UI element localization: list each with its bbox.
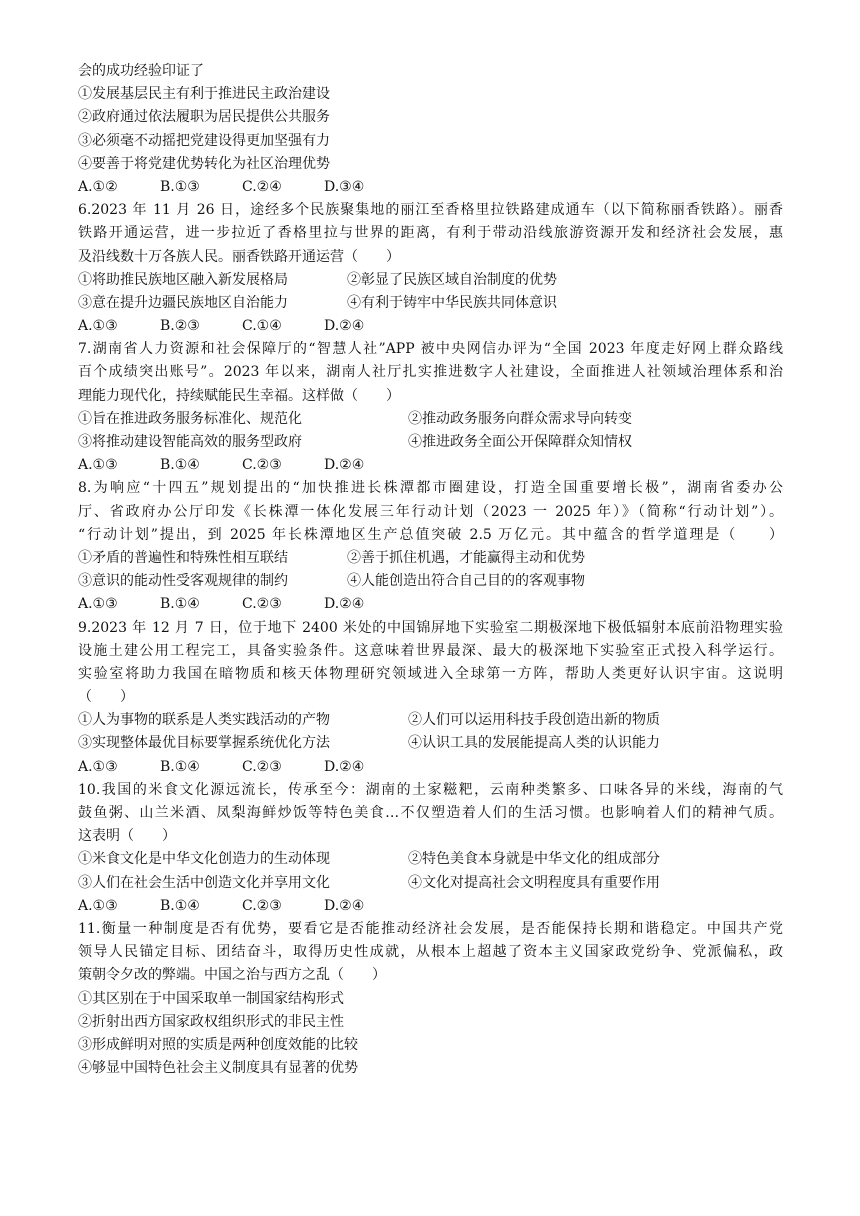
option-3: ③必须毫不动摇把党建设得更加坚强有力 — [78, 132, 330, 149]
question-stem-line: 9.2023 年 12 月 7 日，位于地下 2400 米处的中国锦屏地下实验室二期极深地下极低辐射本底前沿物理实验 — [78, 619, 783, 636]
answer-choices — [78, 593, 783, 616]
answer-a: A.①③ — [78, 318, 118, 335]
option-3: ③人们在社会生活中创造文化并享用文化 — [78, 874, 330, 891]
option-row — [78, 431, 783, 454]
question-stem-line: （ ） — [78, 689, 134, 706]
option-row — [78, 269, 783, 292]
option-4: ④有利于铸牢中华民族共同体意识 — [347, 294, 557, 311]
answer-c: C.②③ — [242, 596, 282, 613]
question-stem-line: 理能力现代化，持续赋能民生幸福。这样做（ ） — [78, 387, 400, 404]
option-2: ②政府通过依法履职为居民提供公共服务 — [78, 109, 330, 126]
answer-d: D.②④ — [324, 318, 365, 335]
answer-c: C.②③ — [242, 758, 282, 775]
option-row — [78, 408, 783, 431]
option-1: ①米食文化是中华文化创造力的生动体现 — [78, 851, 330, 868]
answer-d: D.②④ — [324, 596, 365, 613]
answer-b: B.①④ — [160, 596, 200, 613]
question-stem-line: 厅、省政府办公厅印发《长株潭一体化发展三年行动计划（2023 一 2025 年）》（简称“行动计划”）。 — [78, 503, 783, 520]
option-1: ①旨在推进政务服务标准化、规范化 — [78, 410, 302, 427]
option-3: ③形成鲜明对照的实质是两种创度效能的比较 — [78, 1036, 358, 1053]
option-row — [78, 872, 783, 895]
question-stem-line: 及沿线数十万各族人民。丽香铁路开通运营（ ） — [78, 248, 400, 265]
question-7 — [78, 338, 783, 477]
answer-b: B.②③ — [160, 318, 200, 335]
question-stem-line: 会的成功经验印证了 — [78, 63, 204, 79]
page-content — [78, 60, 783, 1080]
question-stem-line: “行动计划”提出，到 2025 年长株潭地区生产总值突破 2.5 万亿元。其中蕴含的哲学道理是（ ） — [78, 526, 783, 543]
option-4: ④够显中国特色社会主义制度具有显著的优势 — [78, 1060, 358, 1077]
option-2: ②折射出西方国家政权组织形式的非民主性 — [78, 1013, 344, 1030]
option-row — [78, 292, 783, 315]
answer-choices — [78, 315, 783, 338]
option-3: ③将推动建设智能高效的服务型政府 — [78, 434, 302, 450]
answer-choices — [78, 756, 783, 779]
option-row — [78, 848, 783, 871]
answer-b: B.①④ — [160, 457, 200, 474]
question-stem-line: 8.为响应“十四五”规划提出的“加快推进长株潭都市圈建设，打造全国重要增长极”，湖南省委办公 — [78, 480, 783, 497]
option-4: ④认识工具的发展能提高人类的认识能力 — [408, 735, 660, 752]
answer-d: D.②④ — [324, 897, 365, 914]
question-stem-line: 鼓鱼粥、山兰米酒、凤梨海鲜炒饭等特色美食…不仅塑造着人们的生活习惯。也影响着人们的精神气质。 — [78, 805, 783, 821]
answer-choices — [78, 176, 783, 199]
option-4: ④推进政务全面公开保障群众知情权 — [408, 434, 632, 450]
answer-choices — [78, 454, 783, 477]
answer-d: D.③④ — [324, 178, 365, 195]
question-stem-line: 设施土建公用工程完工，具备实验条件。这意味着世界最深、最大的极深地下实验室正式投入科学运行。 — [78, 642, 783, 659]
option-row — [78, 709, 783, 732]
option-row — [78, 547, 783, 570]
option-4: ④要善于将党建优势转化为社区治理优势 — [78, 155, 330, 172]
option-row — [78, 570, 783, 593]
option-4: ④文化对提高社会文明程度具有重要作用 — [408, 874, 660, 891]
option-2: ②善于抓住机遇，才能赢得主动和优势 — [347, 549, 585, 566]
question-stem-line: 这表明（ ） — [78, 828, 176, 845]
question-6 — [78, 199, 783, 338]
question-stem-line: 百个成绩突出账号”。2023 年以来，湖南人社厅扎实推进数字人社建设，全面推进人社领域治理体系和治 — [78, 364, 783, 381]
answer-a: A.①② — [78, 178, 118, 195]
question-stem-line: 7.湖南省人力资源和社会保障厅的“智慧人社”APP 被中央网信办评为“全国 2023 年度走好网上群众路线 — [78, 341, 783, 358]
answer-d: D.②④ — [324, 457, 365, 474]
answer-b: B.①③ — [160, 178, 200, 195]
option-1: ①发展基层民主有利于推进民主政治建设 — [78, 86, 330, 103]
option-2: ②推动政务服务向群众需求导向转变 — [408, 410, 632, 427]
option-1: ①其区别在于中国采取单一制国家结构形式 — [78, 990, 344, 1007]
option-4: ④人能创造出符合自己目的的客观事物 — [347, 573, 585, 590]
answer-b: B.①④ — [160, 758, 200, 775]
answer-a: A.①③ — [78, 457, 118, 474]
option-2: ②特色美食本身就是中华文化的组成部分 — [408, 851, 660, 868]
answer-choices — [78, 895, 783, 918]
question-stem-line: 领导人民锚定目标、团结奋斗，取得历史性成就，从根本上超越了资本主义国家政党纷争、党派偏私，政 — [78, 944, 783, 961]
question-5 — [78, 60, 783, 199]
answer-b: B.①④ — [160, 897, 200, 914]
answer-d: D.②④ — [324, 758, 365, 775]
answer-c: C.②③ — [242, 897, 282, 914]
option-1: ①矛盾的普遍性和特殊性相互联结 — [78, 549, 288, 566]
question-stem-line: 6.2023 年 11 月 26 日，途经多个民族聚集地的丽江至香格里拉铁路建成通车（以下简称丽香铁路）。丽香 — [78, 202, 783, 219]
question-8 — [78, 477, 783, 616]
option-3: ③实现整体最优目标要掌握系统优化方法 — [78, 735, 330, 752]
option-row — [78, 732, 783, 755]
answer-c: C.①④ — [242, 318, 282, 335]
question-9 — [78, 617, 783, 779]
option-1: ①人为事物的联系是人类实践活动的产物 — [78, 712, 330, 729]
answer-a: A.①③ — [78, 758, 118, 775]
answer-c: C.②③ — [242, 457, 282, 474]
question-10 — [78, 779, 783, 918]
question-stem-line: 10.我国的米食文化源远流长，传承至今：湖南的土家糍粑，云南种类繁多、口味各异的米线，海南的气 — [78, 781, 783, 798]
question-stem-line: 11.衡量一种制度是否有优势，要看它是否能推动经济社会发展，是否能保持长期和谐稳定。中国共产党 — [78, 920, 783, 937]
option-2: ②人们可以运用科技手段创造出新的物质 — [408, 712, 660, 729]
option-1: ①将助推民族地区融入新发展格局 — [78, 271, 288, 288]
option-3: ③意识的能动性受客观规律的制约 — [78, 573, 288, 590]
answer-c: C.②④ — [242, 178, 282, 195]
answer-a: A.①③ — [78, 596, 118, 613]
question-11 — [78, 918, 783, 1080]
question-stem-line: 铁路开通运营，进一步拉近了香格里拉与世界的距离，有利于带动沿线旅游资源开发和经济社会发展，惠 — [78, 225, 783, 242]
question-stem-line: 策朝令夕改的弊端。中国之治与西方之乱（ ） — [78, 967, 386, 984]
answer-a: A.①③ — [78, 897, 118, 914]
option-3: ③意在提升边疆民族地区自治能力 — [78, 294, 288, 311]
option-2: ②彰显了民族区域自治制度的优势 — [347, 271, 557, 288]
question-stem-line: 实验室将助力我国在暗物质和核天体物理研究领域进入全球第一方阵，帮助人类更好认识宇宙。这说明 — [78, 665, 783, 682]
